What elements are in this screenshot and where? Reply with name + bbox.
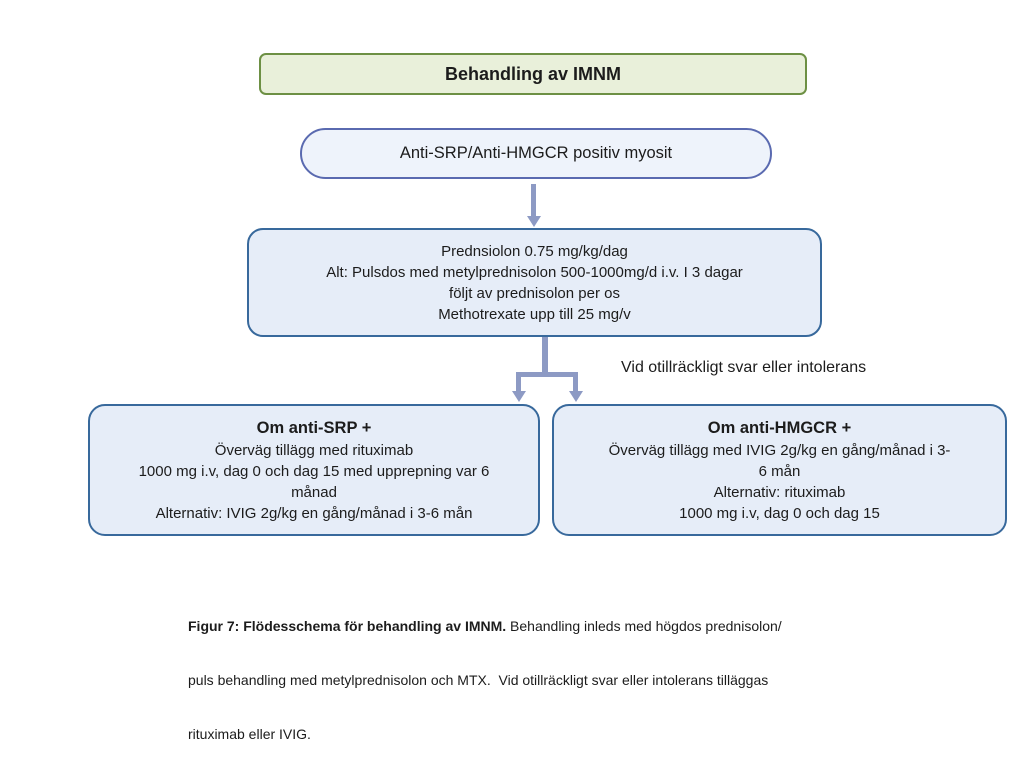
initial-treatment-box — [247, 228, 822, 337]
title-box-label: Behandling av IMNM — [444, 63, 621, 84]
hmgcr-box-line: Alternativ: rituximab — [713, 483, 846, 501]
split-connector-left — [516, 372, 521, 392]
right-arrowhead-icon — [569, 391, 583, 402]
srp-box-line: Överväg tillägg med rituximab — [214, 441, 414, 459]
hmgcr-outcome-box — [552, 404, 1007, 536]
srp-box-title: Om anti-SRP + — [256, 418, 372, 437]
branch-condition-label: Vid otillräckligt svar eller intolerans — [621, 359, 867, 376]
title-box — [259, 53, 807, 95]
diagnosis-box — [300, 128, 772, 179]
split-connector-bar — [516, 372, 578, 377]
hmgcr-box-title: Om anti-HMGCR + — [707, 418, 852, 437]
treatment-line: Methotrexate upp till 25 mg/v — [438, 305, 631, 323]
treatment-line: följt av prednisolon per os — [449, 284, 620, 302]
caption-line-2: puls behandling med metylprednisolon och MTX. Vid otillräckligt svar eller intolerans tilläggas — [188, 672, 769, 688]
srp-box-line: 1000 mg i.v, dag 0 och dag 15 med upprepning var 6 — [138, 462, 490, 480]
hmgcr-box-line: 6 mån — [758, 462, 801, 480]
srp-outcome-box — [88, 404, 540, 536]
srp-box-line: månad — [291, 483, 337, 501]
treatment-line: Prednsiolon 0.75 mg/kg/dag — [441, 242, 628, 260]
srp-box-line: Alternativ: IVIG 2g/kg en gång/månad i 3-6 mån — [155, 504, 473, 522]
left-arrowhead-icon — [512, 391, 526, 402]
caption-rest: Behandling inleds med högdos prednisolon/ — [506, 618, 782, 634]
caption-bold: Figur 7: Flödesschema för behandling av IMNM. — [188, 618, 507, 634]
split-connector-stem — [542, 337, 548, 375]
caption-line-3: rituximab eller IVIG. — [188, 726, 311, 742]
hmgcr-box-line: Överväg tillägg med IVIG 2g/kg en gång/månad i 3- — [608, 441, 951, 459]
figure-caption — [188, 581, 878, 779]
caption-line-1 — [188, 617, 878, 635]
down-arrow-icon — [531, 184, 536, 217]
down-arrowhead-icon — [527, 216, 541, 227]
split-connector-right — [573, 372, 578, 392]
treatment-line: Alt: Pulsdos med metylprednisolon 500-1000mg/d i.v. I 3 dagar — [326, 263, 743, 281]
diagnosis-box-label: Anti-SRP/Anti-HMGCR positiv myosit — [399, 144, 673, 162]
hmgcr-box-line: 1000 mg i.v, dag 0 och dag 15 — [679, 504, 880, 522]
